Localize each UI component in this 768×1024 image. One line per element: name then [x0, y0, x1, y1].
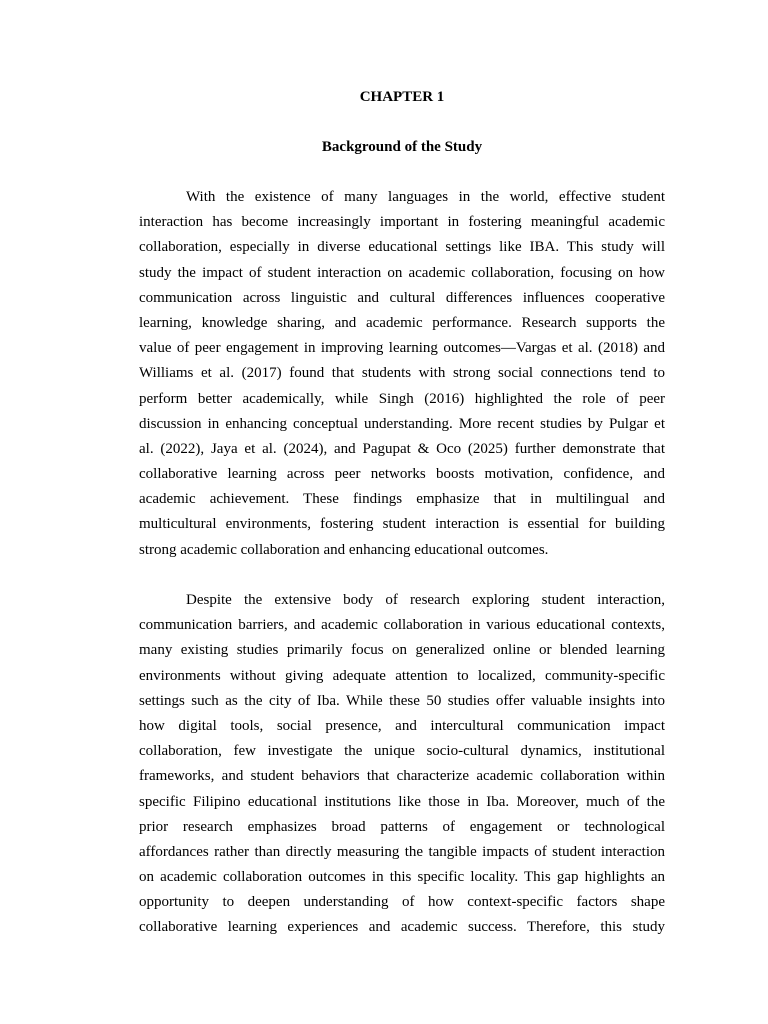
paragraph-line: academic achievement. These findings emphasize that in multilingual and — [139, 491, 665, 508]
paragraph-line: many existing studies primarily focus on generalized online or blended learning — [139, 642, 665, 659]
paragraph-line: study the impact of student interaction on academic collaboration, focusing on how — [139, 264, 665, 281]
paragraph-line: settings such as the city of Iba. While these 50 studies offer valuable insights into — [139, 692, 665, 709]
paragraph-line: communication across linguistic and cultural differences influences cooperative — [139, 289, 665, 306]
paragraph-line: affordances rather than directly measuring the tangible impacts of student interaction — [139, 843, 665, 860]
paragraph-line: specific Filipino educational institutions like those in Iba. Moreover, much of the — [139, 793, 665, 810]
paragraph-line: frameworks, and student behaviors that characterize academic collaboration within — [139, 768, 665, 785]
paragraph-line: al. (2022), Jaya et al. (2024), and Pagupat & Oco (2025) further demonstrate that — [139, 440, 665, 457]
paragraph-line: discussion in enhancing conceptual understanding. More recent studies by Pulgar et — [139, 415, 665, 432]
chapter-heading: CHAPTER 1 — [359, 89, 445, 105]
paragraph-line: collaboration, especially in diverse educational settings like IBA. This study will — [139, 239, 665, 256]
paragraph-line: collaborative learning across peer networks boosts motivation, confidence, and — [139, 466, 665, 483]
paragraph-line: on academic collaboration outcomes in this specific locality. This gap highlights an — [139, 869, 665, 886]
section-heading: Background of the Study — [321, 139, 483, 155]
paragraph-line: perform better academically, while Singh (2016) highlighted the role of peer — [139, 390, 665, 407]
paragraph-line: strong academic collaboration and enhancing educational outcomes. — [139, 541, 549, 558]
paragraph-line: opportunity to deepen understanding of how context-specific factors shape — [139, 894, 665, 911]
paragraph-line: With the existence of many languages in the world, effective student — [186, 189, 665, 205]
paragraph-line: how digital tools, social presence, and intercultural communication impact — [139, 717, 665, 734]
paragraph-line: communication barriers, and academic collaboration in various educational contexts, — [139, 617, 665, 634]
paragraph-1 — [139, 185, 665, 563]
paragraph-line: prior research emphasizes broad patterns of engagement or technological — [139, 818, 665, 835]
paragraph-line: Despite the extensive body of research exploring student interaction, — [186, 592, 665, 608]
paragraph-line: collaboration, few investigate the unique socio-cultural dynamics, institutional — [139, 743, 665, 760]
paragraph-line: collaborative learning experiences and academic success. Therefore, this study — [139, 919, 665, 936]
paragraph-line: learning, knowledge sharing, and academic performance. Research supports the — [139, 314, 665, 331]
paragraph-line: multicultural environments, fostering student interaction is essential for building — [139, 516, 665, 533]
paragraph-line: interaction has become increasingly important in fostering meaningful academic — [139, 214, 665, 231]
paragraph-2 — [139, 588, 665, 941]
paragraph-line: Williams et al. (2017) found that students with strong social connections tend to — [139, 365, 665, 382]
paragraph-line: value of peer engagement in improving learning outcomes—Vargas et al. (2018) and — [139, 340, 665, 357]
paragraph-line: environments without giving adequate attention to localized, community-specific — [139, 667, 665, 684]
